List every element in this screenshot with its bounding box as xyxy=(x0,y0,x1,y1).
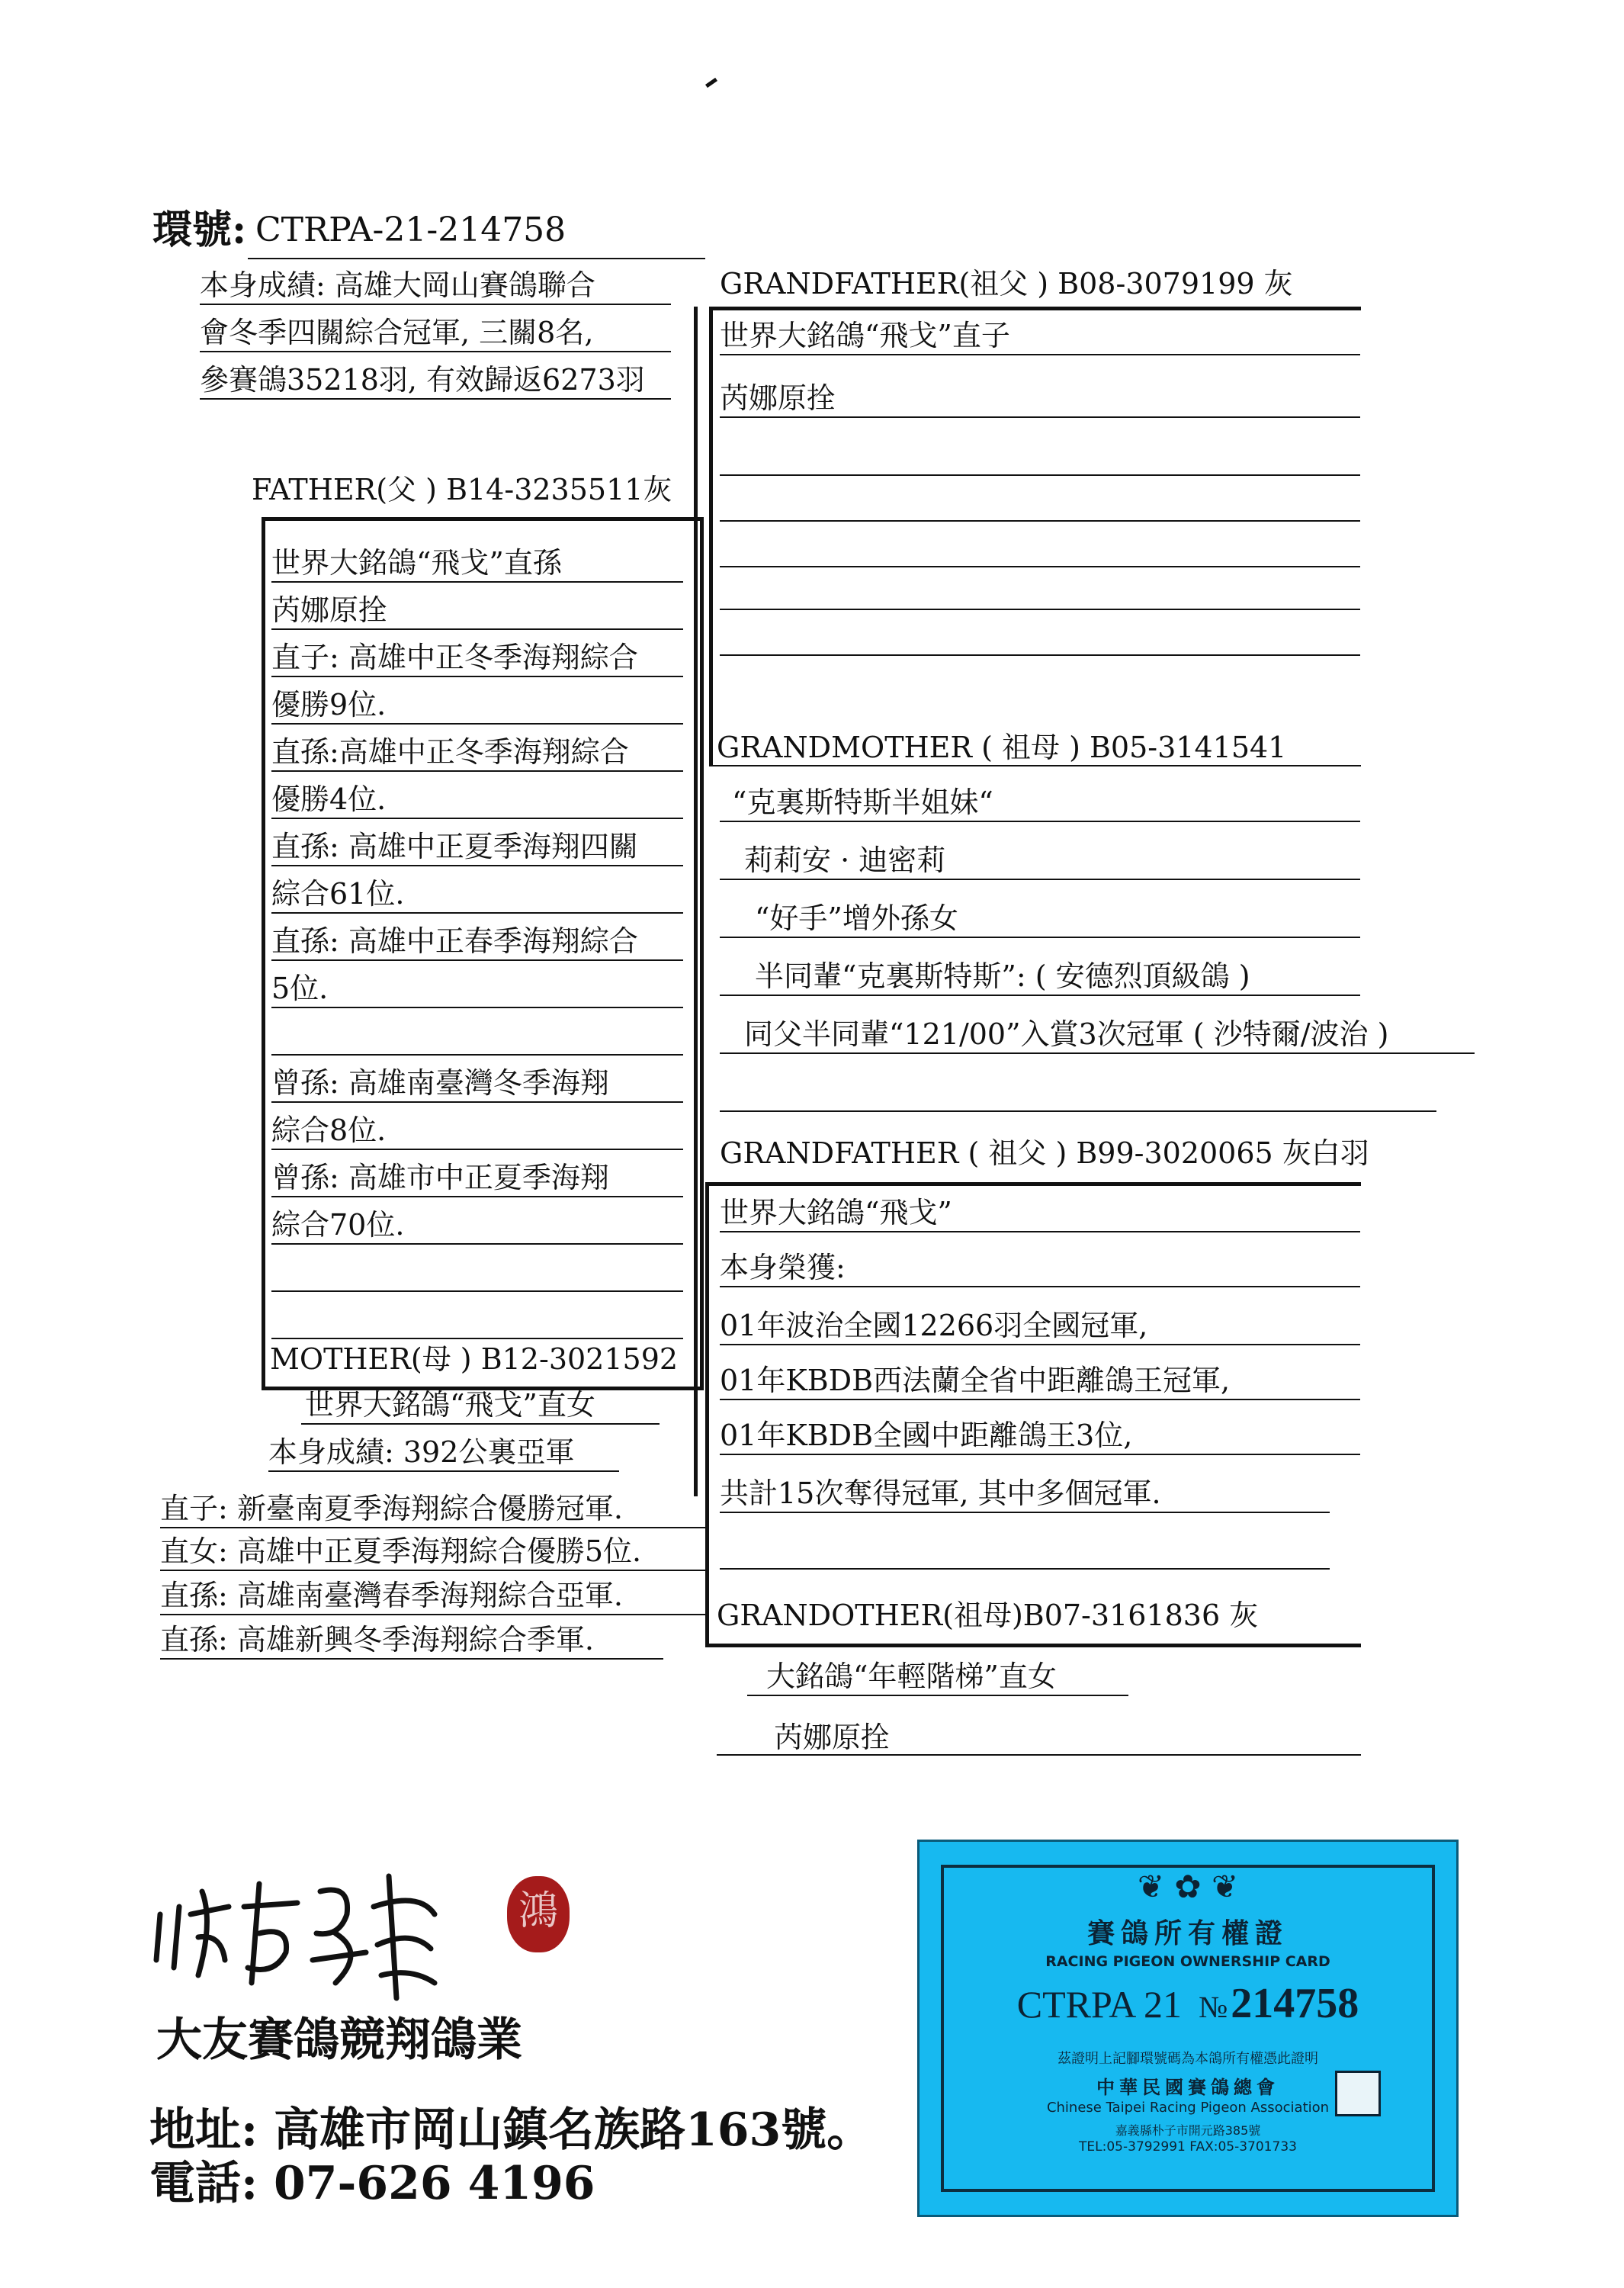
grandfather-1-box xyxy=(709,307,1361,765)
signature xyxy=(145,1861,496,2013)
card-number: 214758 xyxy=(1231,1980,1359,2027)
father-heading: FATHER(父 ) B14-3235511灰 xyxy=(252,473,672,506)
pen-mark xyxy=(705,78,717,88)
card-org-cn: 中華民國賽鴿總會 xyxy=(1096,2077,1279,2098)
phone: 電話: 07-626 4196 xyxy=(149,2157,595,2210)
grandmother-2-heading: GRANDOTHER(祖母)B07-3161836 灰 xyxy=(717,1599,1259,1632)
card-note: 茲證明上記腳環號碼為本鴿所有權憑此證明 xyxy=(1058,2051,1318,2067)
grandfather-1-heading: GRANDFATHER(祖父 ) B08-3079199 灰 xyxy=(720,267,1293,300)
card-prefix: CTRPA 21 xyxy=(1016,1983,1183,2026)
card-address: 嘉義縣朴子市開元路385號 xyxy=(1115,2123,1261,2138)
card-ornament-icon: ❦ ✿ ❦ xyxy=(1137,1868,1239,1905)
red-seal-text: 鴻 xyxy=(518,1888,558,1934)
card-number-row xyxy=(920,1979,1456,2028)
address: 地址: 高雄市岡山鎮名族路163號。 xyxy=(149,2103,873,2157)
card-tel: TEL:05-3792991 FAX:05-3701733 xyxy=(1079,2139,1297,2155)
card-title-en: RACING PIGEON OWNERSHIP CARD xyxy=(1045,1953,1330,1970)
grandfather-2-heading: GRANDFATHER ( 祖父 ) B99-3020065 灰白羽 xyxy=(720,1136,1369,1170)
card-org-en: Chinese Taipei Racing Pigeon Association xyxy=(1046,2100,1330,2116)
grandmother-1-heading: GRANDMOTHER ( 祖母 ) B05-3141541 xyxy=(717,731,1287,764)
company-name: 大友賽鴿競翔鴿業 xyxy=(156,2013,522,2067)
self-line-3: 參賽鴿35218羽, 有效歸返6273羽 xyxy=(200,363,645,397)
mother-heading: MOTHER(母 ) B12-3021592 xyxy=(270,1342,679,1376)
ownership-card xyxy=(917,1840,1459,2217)
ring-number: CTRPA-21-214758 xyxy=(255,210,566,249)
ring-underline xyxy=(248,258,705,259)
self-line-1: 本身成績: 高雄大岡山賽鴿聯合 xyxy=(200,268,595,302)
ring-label: 環號: xyxy=(152,207,247,253)
self-line-2: 會冬季四關綜合冠軍, 三關8名, xyxy=(200,316,594,349)
card-seal-icon xyxy=(1335,2071,1381,2116)
card-title-cn: 賽鴿所有權證 xyxy=(1086,1918,1289,1949)
card-no-label: № xyxy=(1199,1990,1228,2024)
